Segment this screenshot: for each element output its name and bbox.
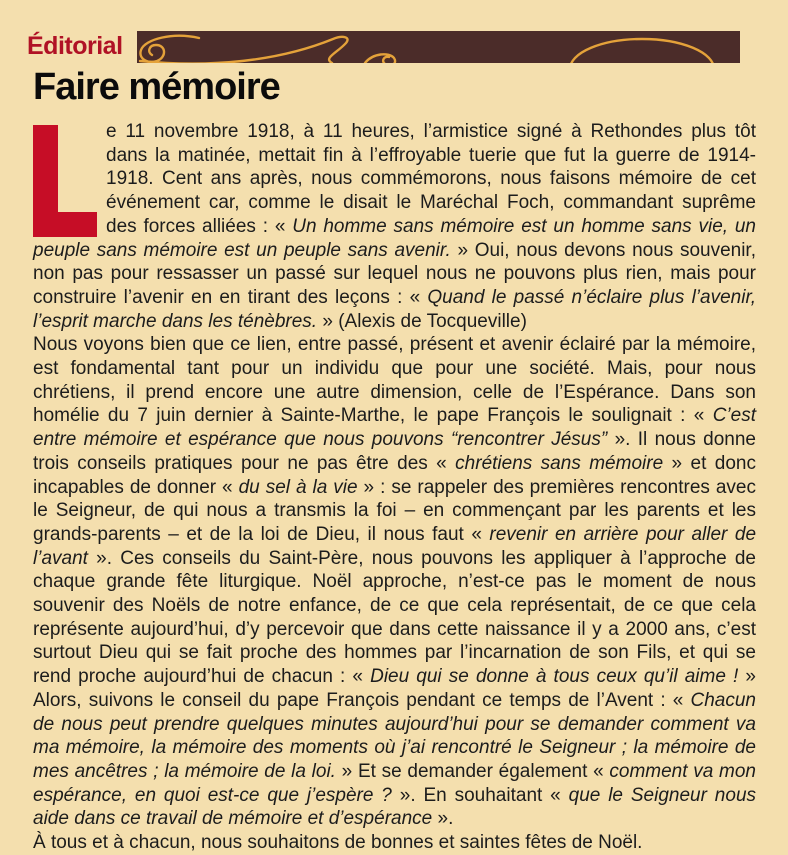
- article-body: [33, 120, 756, 855]
- ornament-banner: [137, 31, 740, 63]
- text-run: ». En souhaitant «: [391, 784, 569, 806]
- flourish-icon: [137, 31, 740, 63]
- text-run: À tous et à chacun, nous souhaitons de bonnes et saintes fêtes de Noël.: [33, 832, 643, 854]
- text-run: » Alors, suivons le conseil du pape François pendant ce temps de l’Avent : «: [33, 666, 756, 711]
- text-run: ».: [432, 808, 454, 830]
- text-run: Nous voyons bien que ce lien, entre passé, présent et avenir éclairé par la mémoire, est fondamental tant pour un individu que pour une société. Mais, pour nous chrétiens, il prend encore une autre dimension, celle de l’Espérance. Dans son homélie du 7 juin dernier à Sainte-Marthe, le pape François le soulignait : «: [33, 334, 756, 427]
- page-title: Faire mémoire: [33, 66, 280, 108]
- quote-run: du sel à la vie: [238, 476, 358, 498]
- text-run: » : se rappeler des premières rencontres avec le Seigneur, de qui nous a transmis la foi – en commençant par les parents et les grands-parents – et de la loi de Dieu, il nous faut «: [33, 476, 756, 545]
- text-run: e 11 novembre 1918, à 11 heures, l’armistice signé à Rethondes plus tôt dans la matinée, mettait fin à l’effroyable tuerie que fut la guerre de 1914-1918. Cent ans après, nous commémorons, nous faisons mémoire de cet événement car, comme le disait le Maréchal Foch, commandant suprême des forces alliées : «: [106, 121, 756, 237]
- text-run: » Et se demander également «: [335, 760, 610, 782]
- quote-run: que le Seigneur nous aide dans ce travail de mémoire et d’espérance: [33, 784, 757, 830]
- text-run: » Oui, nous devons nous souvenir, non pas pour ressasser un passé sur lequel nous ne pouvons plus rien, mais pour construire l’avenir en en tirant des leçons : «: [33, 239, 756, 308]
- quote-run: chrétiens sans mémoire: [455, 452, 664, 474]
- quote-run: C’est entre mémoire et espérance que nous pouvons “rencontrer Jésus”: [33, 405, 756, 451]
- text-run: ». Il nous donne trois conseils pratiques pour ne pas être des «: [33, 429, 757, 474]
- header: [0, 31, 788, 63]
- quote-run: Dieu qui se donne à tous ceux qu’il aime !: [370, 666, 739, 688]
- text-run: » et donc incapables de donner «: [33, 452, 756, 498]
- quote-run: revenir en arrière pour aller de l’avant: [33, 523, 757, 569]
- paragraph: [33, 831, 756, 855]
- quote-run: Un homme sans mémoire est un homme sans vie, un peuple sans mémoire est un peuple sans avenir.: [33, 215, 756, 261]
- paragraph: [33, 120, 756, 333]
- quote-run: Quand le passé n’éclaire plus l’avenir, l’esprit marche dans les ténèbres.: [33, 286, 756, 332]
- section-label: Éditorial: [27, 32, 123, 60]
- quote-run: Chacun de nous peut prendre quelques minutes aujourd’hui pour se demander comment va ma mémoire, la mémoire des moments où j’ai rencontré le Seigneur ; la mémoire de mes ancêtres ; la mémoire de la loi.: [33, 689, 756, 782]
- quote-run: comment va mon espérance, en quoi est-ce que j’espère ?: [33, 760, 756, 806]
- dropcap-letter: [33, 125, 97, 237]
- paragraph: [33, 333, 756, 831]
- text-run: » (Alexis de Tocqueville): [317, 310, 527, 332]
- text-run: ». Ces conseils du Saint-Père, nous pouvons les appliquer à l’approche de chaque grande fête liturgique. Noël approche, n’est-ce pas le moment de nous souvenir des Noëls de notre enfance, de ce que cela représentait, de ce que cela représente aujourd’hui, d’y percevoir que dans cette naissance il y a 2000 ans, c’est surtout Dieu qui se fait proche des hommes par l’incarnation de son Fils, et qui se rend proche aujourd’hui de chacun : «: [33, 547, 756, 688]
